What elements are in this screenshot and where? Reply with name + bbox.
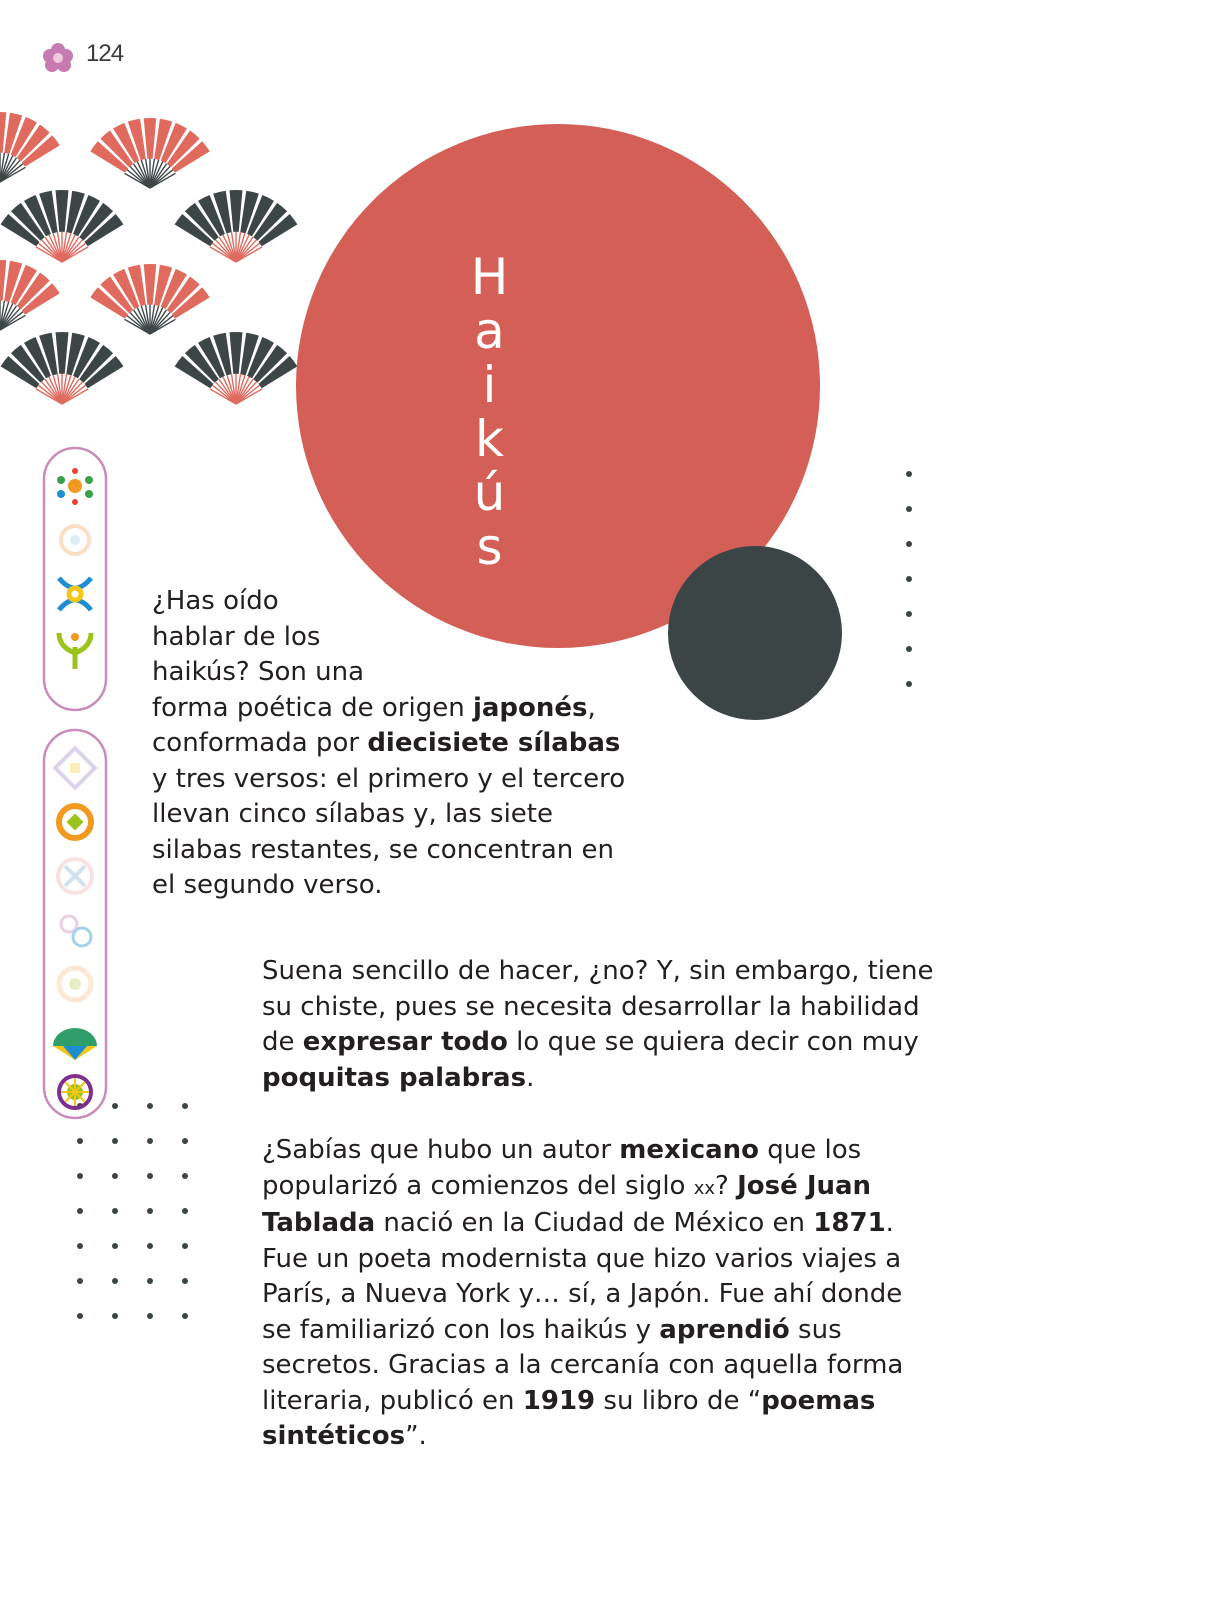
dot	[182, 1313, 188, 1319]
text-run: popularizó a comienzos del siglo	[262, 1170, 694, 1201]
text-run: lo que se quiera decir con muy	[507, 1027, 919, 1057]
dot	[77, 1208, 83, 1214]
dot	[77, 1173, 83, 1179]
text-run: que los	[759, 1135, 862, 1165]
fan	[1, 190, 124, 262]
dot	[182, 1208, 188, 1214]
second-paragraph	[262, 954, 1052, 1096]
text-run: ¿Has oído	[152, 586, 279, 616]
bold-phrase: japonés	[472, 692, 588, 723]
dot	[147, 1138, 153, 1144]
page-number: 124	[86, 40, 124, 67]
bold-phrase: mexicano	[619, 1135, 760, 1165]
fan	[90, 118, 209, 188]
text-run: forma poética de origen	[152, 692, 473, 723]
dot	[182, 1138, 188, 1144]
bold-phrase: poemas	[761, 1385, 876, 1416]
text-run: sus	[789, 1314, 842, 1345]
side-icon-strip	[42, 446, 110, 1122]
page-title	[462, 250, 518, 574]
fan	[175, 190, 298, 262]
fan	[0, 112, 60, 182]
bold-phrase: aprendió	[659, 1314, 790, 1345]
text-run: ,	[587, 692, 596, 723]
bold-phrase: José Juan	[737, 1170, 872, 1201]
text-run: su libro de “	[595, 1385, 762, 1416]
dot	[112, 1173, 118, 1179]
dot	[147, 1243, 153, 1249]
text-run: secretos. Gracias a la cercanía con aquella forma	[262, 1350, 904, 1380]
text-run: .	[885, 1208, 894, 1238]
text-run: nació en la Ciudad de México en	[375, 1208, 814, 1238]
bold-phrase: 1919	[522, 1385, 596, 1416]
dot	[182, 1243, 188, 1249]
dot	[906, 681, 912, 687]
dot	[147, 1103, 153, 1109]
bold-phrase: 1871	[813, 1208, 886, 1238]
text-run: silabas restantes, se concentran en	[152, 834, 614, 865]
dot	[906, 646, 912, 652]
dot	[112, 1278, 118, 1284]
text-run: su chiste, pues se necesita desarrollar la habilidad	[262, 991, 920, 1022]
flower-icon	[40, 40, 76, 76]
dot	[147, 1173, 153, 1179]
text-run: de	[262, 1027, 303, 1057]
text-run: y tres versos: el primero y el tercero	[152, 763, 626, 794]
dot	[906, 611, 912, 617]
fan	[90, 264, 209, 334]
title-letter: H	[470, 248, 510, 306]
text-run: Suena sencillo de hacer, ¿no? Y, sin embargo, tiene	[262, 956, 934, 986]
third-paragraph	[262, 1133, 1052, 1455]
text-run: literaria, publicó en	[262, 1385, 523, 1416]
dot	[147, 1278, 153, 1284]
dot	[112, 1103, 118, 1109]
text-run: haikús? Son una	[152, 657, 365, 687]
text-run: el segundo verso.	[152, 870, 383, 900]
dot	[147, 1313, 153, 1319]
dot	[182, 1278, 188, 1284]
dot	[112, 1313, 118, 1319]
dot	[77, 1278, 83, 1284]
fan-pattern	[0, 110, 310, 410]
dot	[182, 1173, 188, 1179]
text-run: hablar de los	[152, 621, 321, 652]
dot	[906, 471, 912, 477]
dot	[77, 1313, 83, 1319]
bold-phrase: sintéticos	[262, 1421, 406, 1451]
text-run: ¿Sabías que hubo un autor	[262, 1135, 620, 1165]
fan	[175, 332, 298, 404]
text-run: Fue un poeta modernista que hizo varios viajes a	[262, 1243, 902, 1274]
text-run: .	[526, 1062, 535, 1093]
dot-column	[903, 468, 915, 688]
dot	[112, 1243, 118, 1249]
text-run: se familiarizó con los haikús y	[262, 1314, 660, 1345]
dot	[77, 1243, 83, 1249]
text-run: París, a Nueva York y… sí, a Japón. Fue ahí donde	[262, 1279, 903, 1309]
title-letter: k	[475, 410, 505, 468]
title-letter: s	[476, 518, 504, 576]
bold-phrase: Tablada	[262, 1208, 376, 1238]
dot	[112, 1208, 118, 1214]
title-letter: i	[482, 356, 498, 414]
bold-phrase: expresar todo	[302, 1027, 508, 1057]
bold-phrase: diecisiete sílabas	[367, 728, 621, 758]
text-run: ?	[715, 1170, 738, 1201]
dot-grid	[74, 1100, 204, 1360]
intro-paragraph	[152, 584, 712, 904]
bold-phrase: poquitas palabras	[262, 1062, 527, 1093]
dot	[77, 1138, 83, 1144]
fan	[0, 260, 60, 330]
text-run: conformada por	[152, 728, 368, 758]
dot	[906, 576, 912, 582]
title-letter: ú	[473, 464, 507, 522]
title-letter: a	[474, 302, 506, 360]
dot	[906, 541, 912, 547]
fan	[1, 332, 124, 404]
text-run: ”.	[405, 1421, 427, 1451]
dot	[906, 506, 912, 512]
dot	[182, 1103, 188, 1109]
text-run: llevan cinco sílabas y, las siete	[152, 799, 553, 829]
small-caps-text: xx	[693, 1177, 716, 1199]
dot	[147, 1208, 153, 1214]
dot	[112, 1138, 118, 1144]
